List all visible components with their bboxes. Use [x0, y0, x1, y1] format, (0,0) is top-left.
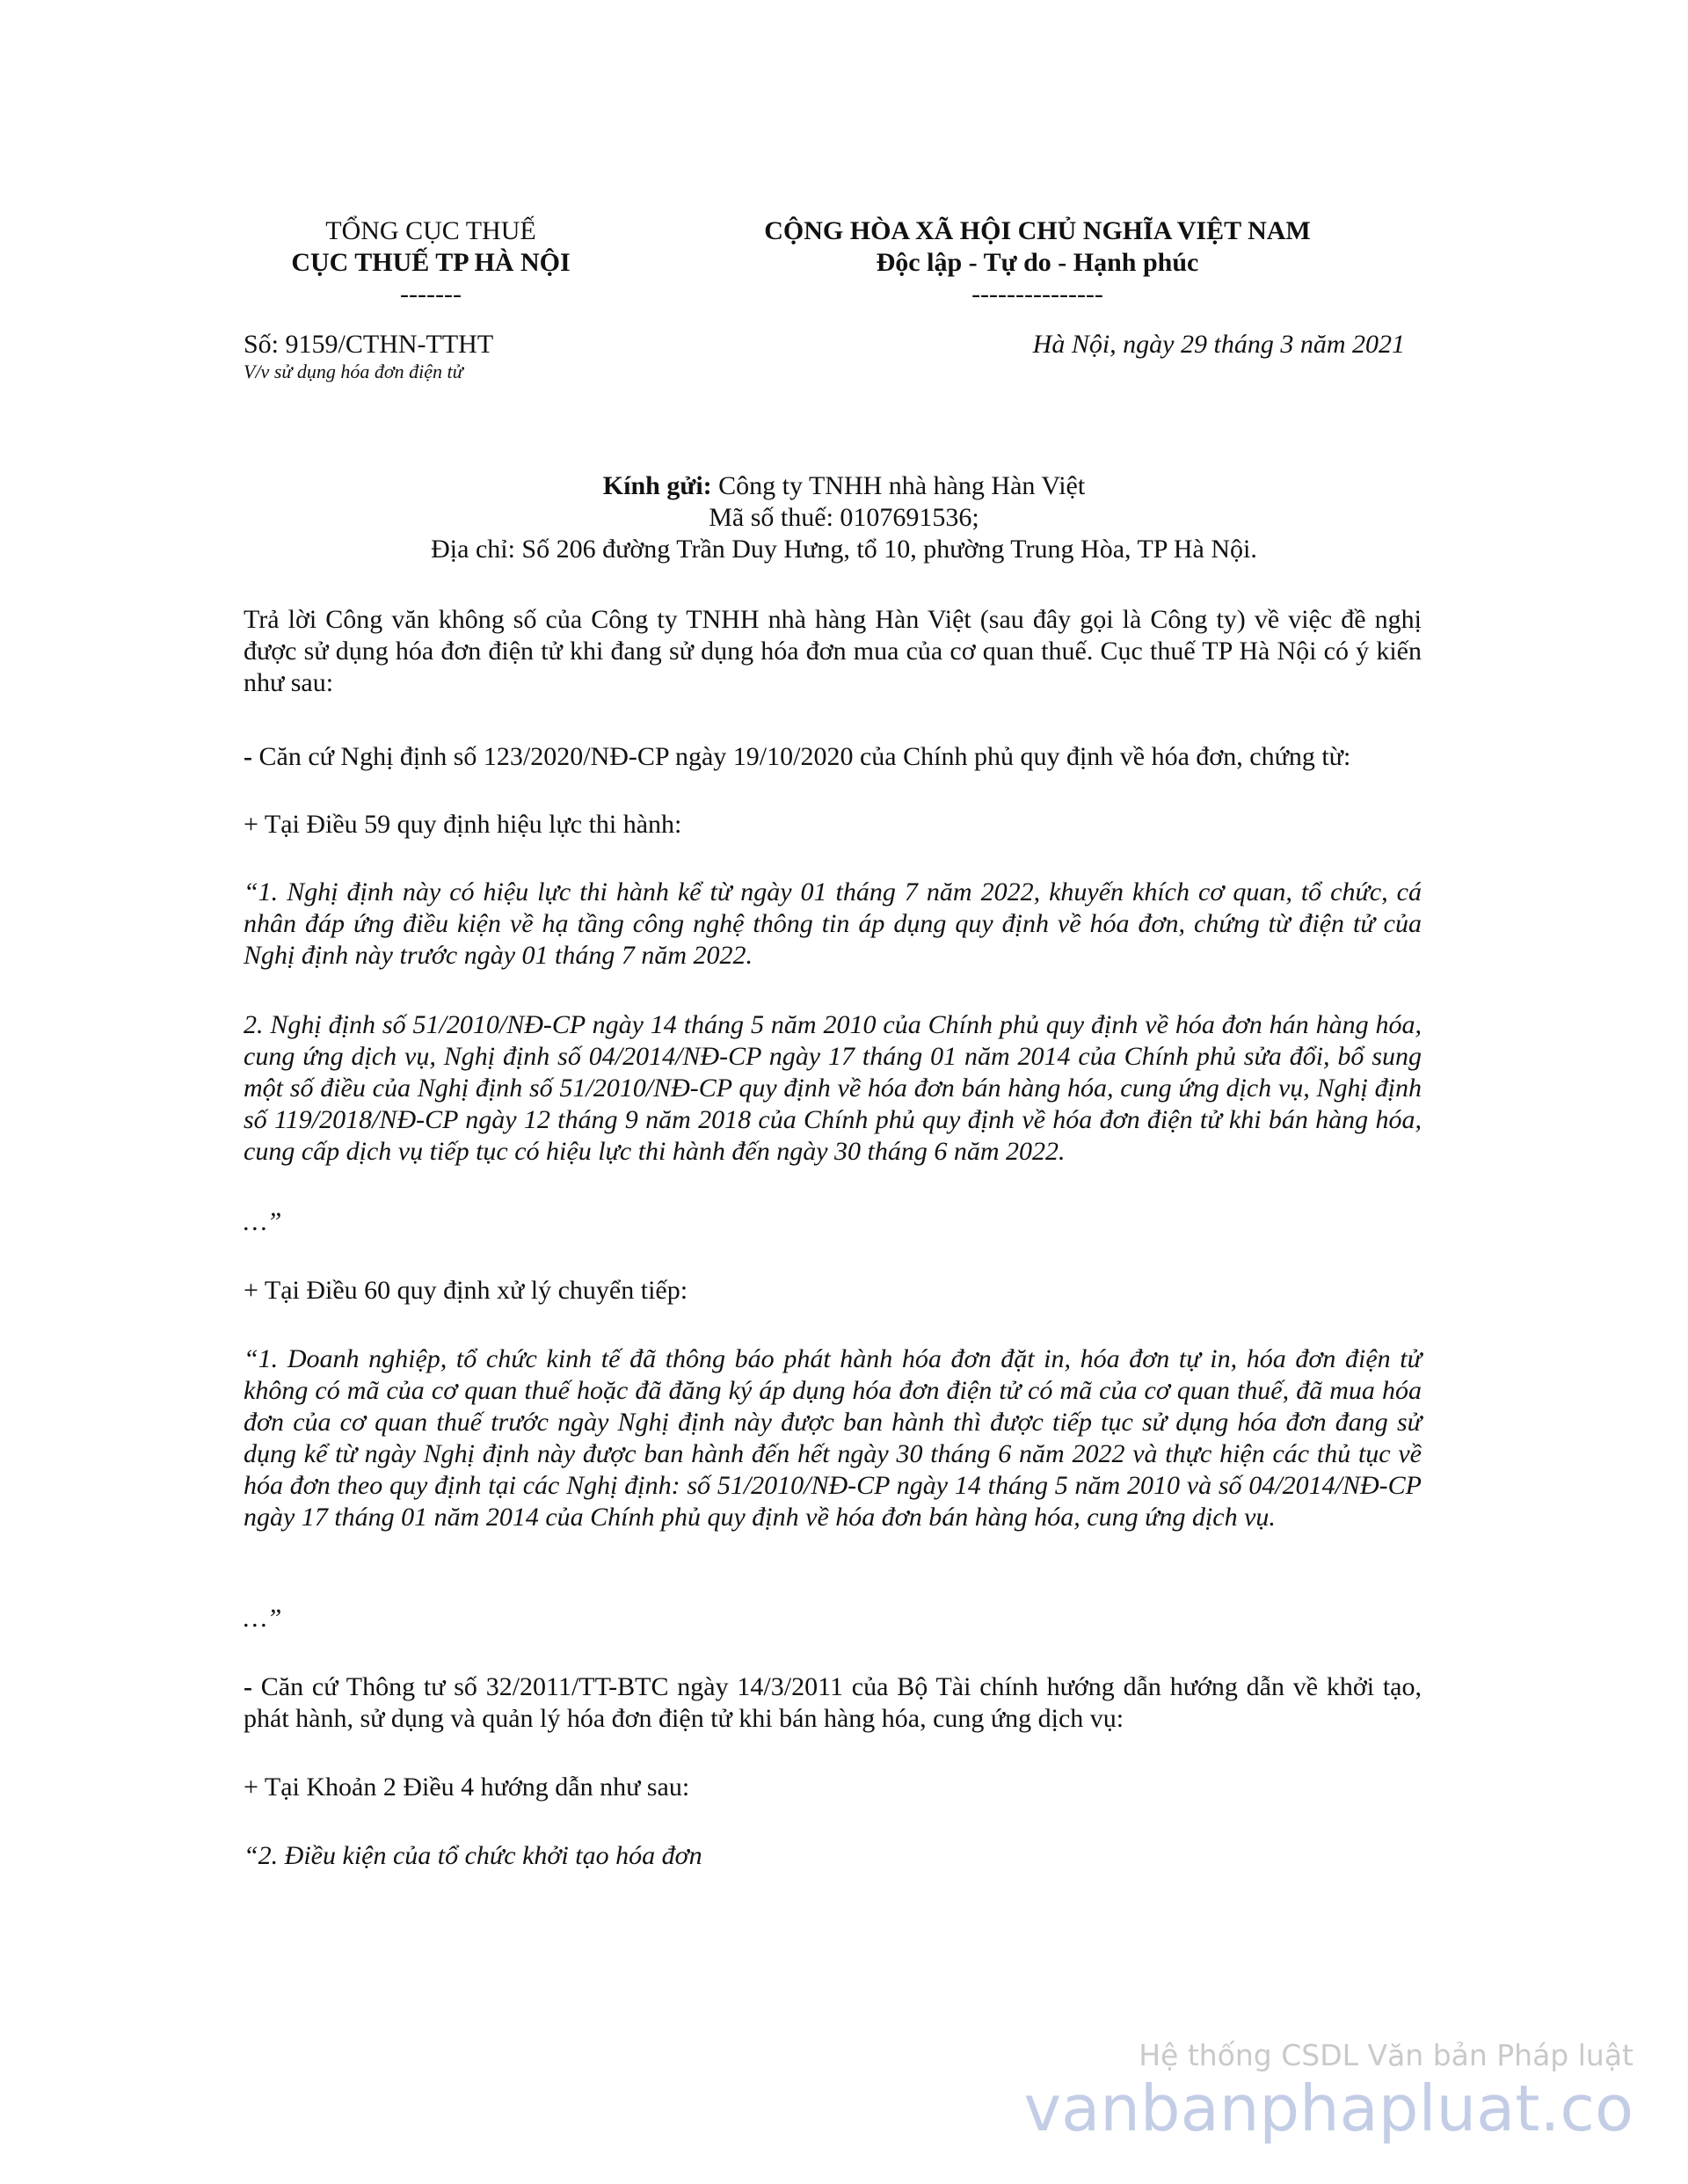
legal-basis-decree-123 — [244, 741, 1422, 773]
nation-motto: Độc lập - Tự do - Hạnh phúc — [876, 248, 1199, 277]
recipient-line — [264, 470, 1424, 502]
quote-ellipsis: …” — [244, 1604, 282, 1633]
document-subject: V/v sử dụng hóa đơn điện tử — [244, 360, 463, 382]
recipient-name: Công ty TNHH nhà hàng Hàn Việt — [718, 471, 1086, 500]
article-59-quote-2: 2. Nghị định số 51/2010/NĐ-CP ngày 14 tháng 5 năm 2010 của Chính phủ quy định về hóa đơn hán hàng hóa, cung ứng dịch vụ, Nghị định số 04/2014/NĐ-CP ngày 17 tháng 01 năm 2014 của Chính phủ sửa đổi, bổ sung một số điều của Nghị định số 51/2010/NĐ-CP quy định về hóa đơn bán hàng hóa, cung ứng dịch vụ, Nghị định số 119/2018/NĐ-CP ngày 12 tháng 9 năm 2018 của Chính phủ quy định về hóa đơn điện tử khi bán hàng hóa, cung cấp dịch vụ tiếp tục có hiệu lực thi hành đến ngày 30 tháng 6 năm 2022. — [244, 1010, 1422, 1166]
recipient-block — [264, 470, 1424, 565]
watermark-site: vanbanphapluat.co — [1023, 2071, 1633, 2145]
issuing-agency: CỤC THUẾ TP HÀ NỘI — [291, 248, 571, 277]
basis-text: Căn cứ Nghị định số 123/2020/NĐ-CP ngày 19/10/2020 của Chính phủ quy định về hóa đơn, chứng từ: — [252, 742, 1351, 771]
place-date: Hà Nội, ngày 29 tháng 3 năm 2021 — [1032, 330, 1405, 359]
watermark-caption: Hệ thống CSDL Văn bản Pháp luật — [1139, 2038, 1633, 2072]
nation-title: CỘNG HÒA XÃ HỘI CHỦ NGHĨA VIỆT NAM — [764, 216, 1311, 245]
agency-divider: ------- — [400, 280, 462, 309]
basis-text: Căn cứ Thông tư số 32/2011/TT-BTC ngày 14/3/2011 của Bộ Tài chính hướng dẫn hướng dẫn về khởi tạo, phát hành, sử dụng và quản lý hóa đơn điện tử khi bán hàng hóa, cung ứng dịch vụ: — [244, 1672, 1422, 1733]
clause-2-intro: + Tại Khoản 2 Điều 4 hướng dẫn như sau: — [244, 1773, 690, 1802]
quote-ellipsis: …” — [244, 1207, 282, 1236]
article-59-intro: + Tại Điều 59 quy định hiệu lực thi hành: — [244, 810, 682, 839]
article-59-quote-1: “1. Nghị định này có hiệu lực thi hành kể từ ngày 01 tháng 7 năm 2022, khuyến khích cơ quan, tổ chức, cá nhân đáp ứng điều kiện về hạ tầng công nghệ thông tin áp dụng quy định về hóa đơn, chứng từ điện tử của Nghị định này trước ngày 01 tháng 7 năm 2022. — [244, 877, 1422, 970]
parent-agency: TỔNG CỤC THUẾ — [325, 216, 536, 245]
intro-paragraph: Trả lời Công văn không số của Công ty TNHH nhà hàng Hàn Việt (sau đây gọi là Công ty) về việc đề nghị được sử dụng hóa đơn điện tử khi đang sử dụng hóa đơn mua của cơ quan thuế. Cục thuế TP Hà Nội có ý kiến như sau: — [244, 605, 1422, 697]
issuing-agency-block — [220, 215, 642, 310]
document-number: Số: 9159/CTHN-TTHT — [244, 330, 494, 359]
article-60-quote-1: “1. Doanh nghiệp, tổ chức kinh tế đã thông báo phát hành hóa đơn đặt in, hóa đơn tự in, hóa đơn điện tử không có mã của cơ quan thuế hoặc đã đăng ký áp dụng hóa đơn điện tử có mã của cơ quan thuế, đã mua hóa đơn của cơ quan thuế trước ngày Nghị định này được ban hành thì được tiếp tục sử dụng hóa đơn đang sử dụng kể từ ngày Nghị định này được ban hành đến hết ngày 30 tháng 6 năm 2022 và thực hiện các thủ tục về hóa đơn theo quy định tại các Nghị định: số 51/2010/NĐ-CP ngày 14 tháng 5 năm 2010 và số 04/2014/NĐ-CP ngày 17 tháng 01 năm 2014 của Chính phủ quy định về hóa đơn bán hàng hóa, cung ứng dịch vụ. — [244, 1344, 1422, 1532]
national-heading-block — [677, 215, 1398, 310]
basis-dash: - — [244, 1672, 252, 1701]
motto-divider: --------------- — [971, 280, 1103, 309]
recipient-label: Kính gửi: — [602, 471, 712, 500]
basis-dash: - — [244, 742, 252, 771]
recipient-tax-code: Mã số thuế: 0107691536; — [709, 503, 979, 532]
legal-basis-circular-32 — [244, 1671, 1422, 1735]
clause-2-quote: “2. Điều kiện của tổ chức khởi tạo hóa đơn — [244, 1841, 702, 1870]
recipient-address: Địa chỉ: Số 206 đường Trần Duy Hưng, tổ 10, phường Trung Hòa, TP Hà Nội. — [431, 535, 1257, 564]
article-60-intro: + Tại Điều 60 quy định xử lý chuyển tiếp: — [244, 1276, 688, 1305]
